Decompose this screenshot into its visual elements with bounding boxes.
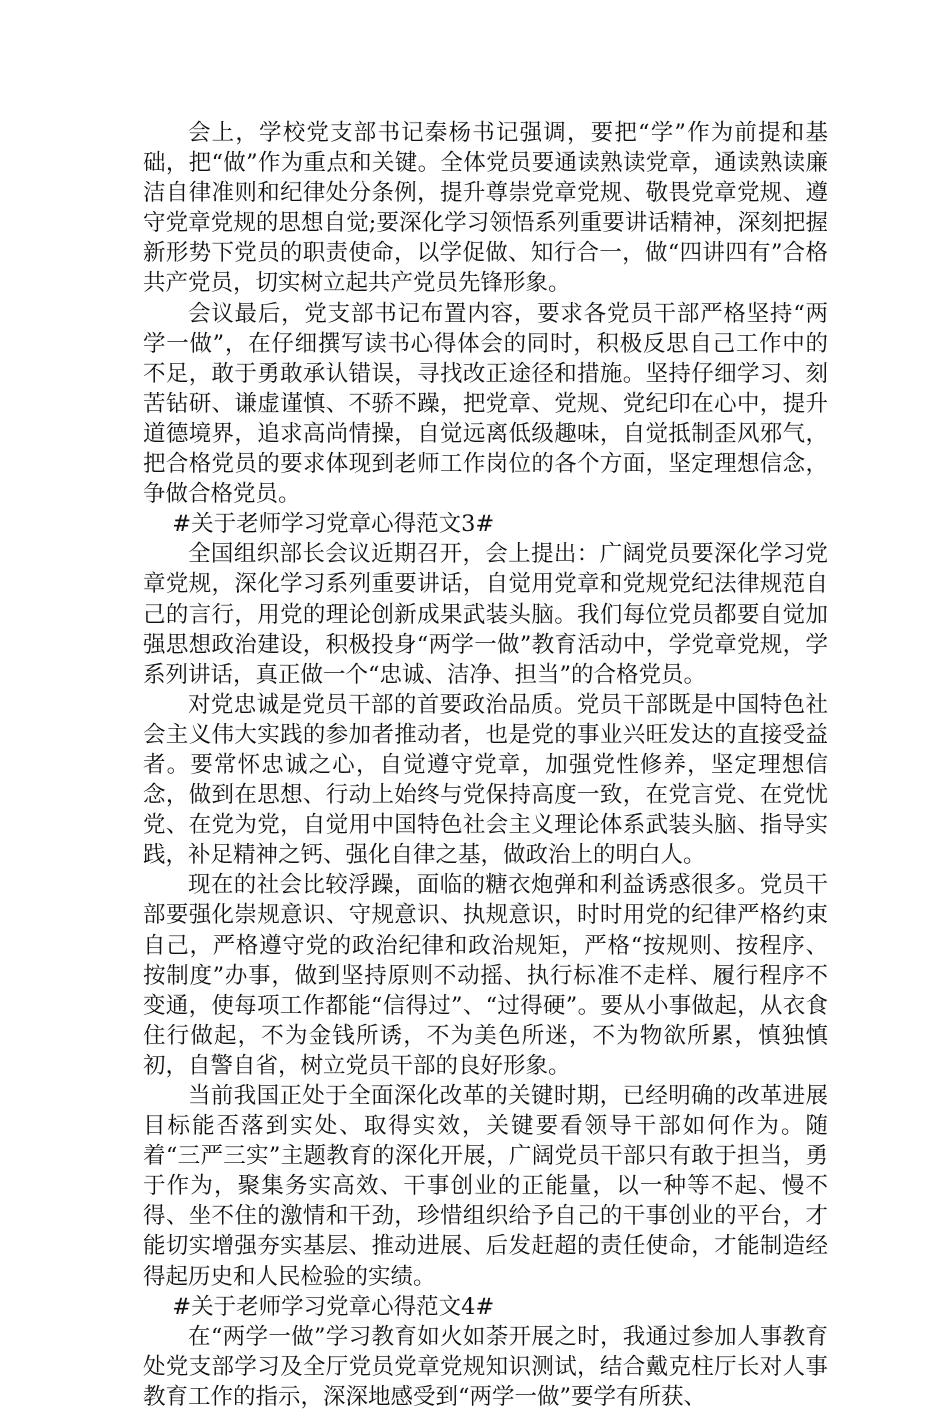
paragraph-loyalty: 对党忠诚是党员干部的首要政治品质。党员干部既是中国特色社会主义伟大实践的参加者推动者，也是党的事业兴旺发达的直接受益者。要常怀忠诚之心，自觉遵守党章，加强党性修养，坚定理想信念，做到在思想、行动上始终与党保持高度一致，在党言党、在党忧党、在党为党，自觉用中国特色社会主义理论体系武装头脑、指导实践，补足精神之钙、强化自律之基，做政治上的明白人。 [143,691,828,869]
paragraph-discipline: 现在的社会比较浮躁，面临的糖衣炮弹和利益诱惑很多。党员干部要强化崇规意识、守规意识、执规意识，时时用党的纪律严格约束自己，严格遵守党的政治纪律和政治规矩，严格“按规则、按程序、按制度”办事，做到坚持原则不动摇、执行标准不走样、履行程序不变通，使每项工作都能“信得过”、“过得硬”。要从小事做起，从衣食住行做起，不为金钱所诱，不为美色所迷，不为物欲所累，慎独慎初，自警自省，树立党员干部的良好形象。 [143,872,828,1079]
section-heading-essay-3: #关于老师学习党章心得范文3# [172,511,495,538]
paragraph-reform: 当前我国正处于全面深化改革的关键时期，已经明确的改革进展目标能否落到实处、取得实效，关键要看领导干部如何作为。随着“三严三实”主题教育的深化开展，广阔党员干部只有敢于担当，勇于作为，聚集务实高效、干事创业的正能量，以一种等不起、慢不得、坐不住的激情和干劲，珍惜组织给予自己的干事创业的平台，才能切实增强夯实基层、推动进展、后发赶超的责任使命，才能制造经得起历史和人民检验的实绩。 [143,1083,828,1290]
paragraph-two-studies: 在“两学一做”学习教育如火如荼开展之时，我通过参加人事教育处党支部学习及全厅党员党章党规知识测试，结合戴克柱厅长对人事教育工作的指示，深深地感受到“两学一做”要学有所获、 [143,1323,828,1410]
paragraph-meeting-conclusion: 会议最后，党支部书记布置内容，要求各党员干部严格坚持“两学一做”，在仔细撰写读书心得体会的同时，积极反思自己工作中的不足，敢于勇敢承认错误，寻找改正途径和措施。坚持仔细学习、刻苦钻研、谦虚谨慎、不骄不躁，把党章、党规、党纪印在心中，提升道德境界，追求高尚情操，自觉远离低级趣味，自觉抵制歪风邪气，把合格党员的要求体现到老师工作岗位的各个方面，坚定理想信念，争做合格党员。 [143,300,828,508]
paragraph-organization-meeting: 全国组织部长会议近期召开，会上提出：广阔党员要深化学习党章党规，深化学习系列重要讲话，自觉用党章和党规党纪法律规范自己的言行，用党的理论创新成果武装头脑。我们每位党员都要自觉加强思想政治建设，积极投身“两学一做”教育活动中，学党章党规，学系列讲话，真正做一个“忠诚、洁净、担当”的合格党员。 [143,541,828,688]
document-body [143,118,828,1412]
section-heading-essay-4: #关于老师学习党章心得范文4# [172,1293,495,1320]
paragraph-meeting-emphasis: 会上，学校党支部书记秦杨书记强调，要把“学”作为前提和基础，把“做”作为重点和关键。全体党员要通读熟读党章，通读熟读廉洁自律准则和纪律处分条例，提升尊崇党章党规、敬畏党章党规、遵守党章党规的思想自觉;要深化学习领悟系列重要讲话精神，深刻把握新形势下党员的职责使命，以学促做、知行合一，做“四讲四有”合格共产党员，切实树立起共产党员先锋形象。 [143,120,828,297]
